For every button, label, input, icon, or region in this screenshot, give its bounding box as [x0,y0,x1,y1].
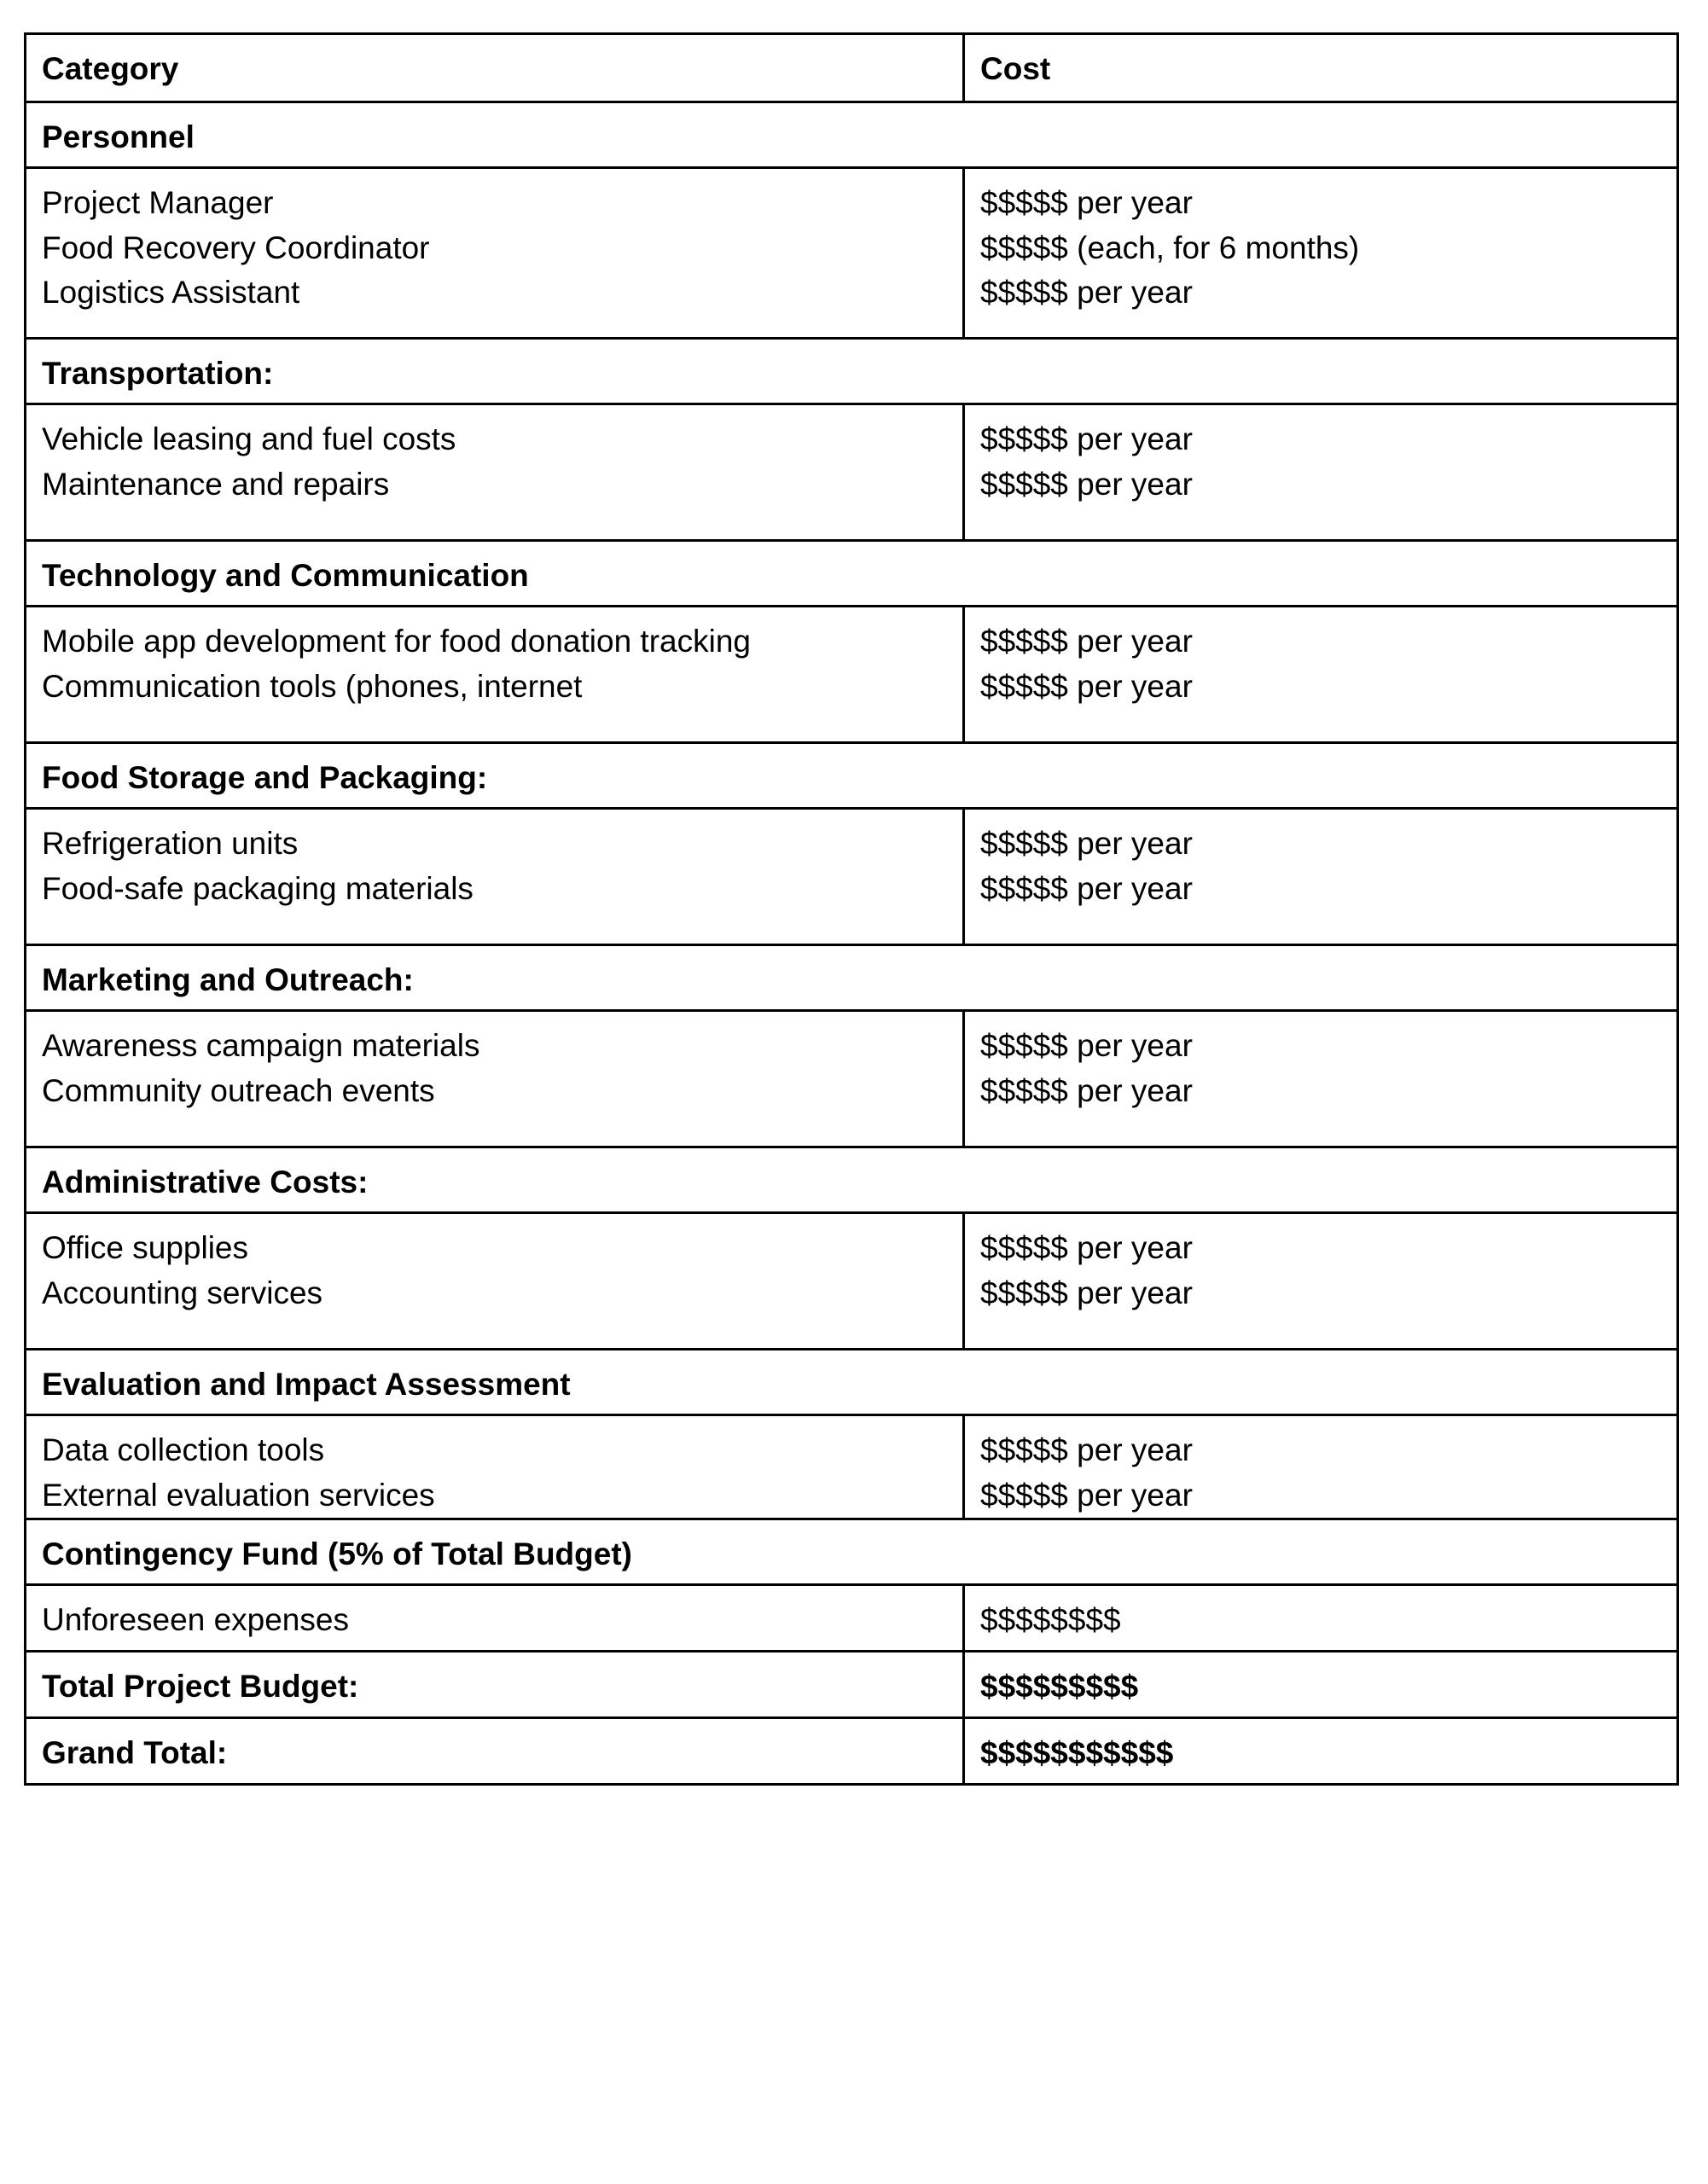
item-name: Mobile app development for food donation tracking [42,624,751,659]
items-row-technology [26,607,1678,743]
item-cost-unforeseen-expenses: $$$$$$$$ [964,1585,1678,1652]
item-cost: $$$$$ per year [980,1230,1193,1265]
section-header-transportation: Transportation: [26,339,1678,404]
item-costs-transportation [964,404,1678,541]
item-names-marketing [26,1011,964,1147]
section-header-evaluation: Evaluation and Impact Assessment [26,1350,1678,1415]
item-names-evaluation [26,1415,964,1519]
item-names-technology [26,607,964,743]
item-name-unforeseen-expenses: Unforeseen expenses [26,1585,964,1652]
section-header-row [26,541,1678,607]
item-cost: $$$$$ (each, for 6 months) [980,229,1360,265]
item-name: Food-safe packaging materials [42,870,473,906]
grand-total-row [26,1718,1678,1785]
item-costs-technology [964,607,1678,743]
section-header-row [26,1147,1678,1213]
item-name: Refrigeration units [42,826,299,861]
items-row-contingency [26,1585,1678,1652]
item-names-administrative [26,1213,964,1350]
item-name: Community outreach events [42,1072,435,1108]
item-costs-marketing [964,1011,1678,1147]
total-project-budget-value: $$$$$$$$$ [964,1652,1678,1718]
item-cost: $$$$$ per year [980,1072,1193,1108]
items-row-food-storage [26,809,1678,945]
table-header-row [26,34,1678,102]
item-name: Maintenance and repairs [42,466,390,502]
section-header-marketing: Marketing and Outreach: [26,945,1678,1011]
section-header-row [26,1519,1678,1585]
grand-total-label: Grand Total: [26,1718,964,1785]
item-costs-personnel [964,168,1678,339]
item-name: Project Manager [42,185,274,220]
item-cost: $$$$$ per year [980,1432,1193,1467]
section-header-technology: Technology and Communication [26,541,1678,607]
column-header-category: Category [26,34,964,102]
item-name: Awareness campaign materials [42,1028,480,1063]
item-costs-evaluation [964,1415,1678,1519]
item-costs-administrative [964,1213,1678,1350]
item-cost: $$$$$ per year [980,466,1193,502]
section-header-row [26,1350,1678,1415]
grand-total-value: $$$$$$$$$$$ [964,1718,1678,1785]
item-name: Logistics Assistant [42,275,300,311]
items-row-personnel [26,168,1678,339]
item-name: Office supplies [42,1230,248,1265]
items-row-administrative [26,1213,1678,1350]
items-row-marketing [26,1011,1678,1147]
total-project-budget-label: Total Project Budget: [26,1652,964,1718]
section-header-row [26,945,1678,1011]
item-names-personnel [26,168,964,339]
item-cost: $$$$$ per year [980,275,1193,311]
item-cost: $$$$$ per year [980,1477,1193,1513]
item-cost: $$$$$ per year [980,1028,1193,1063]
section-header-contingency: Contingency Fund (5% of Total Budget) [26,1519,1678,1585]
item-cost: $$$$$ per year [980,421,1193,456]
item-name: Data collection tools [42,1432,325,1467]
section-header-personnel: Personnel [26,102,1678,168]
item-cost: $$$$$ per year [980,1275,1193,1310]
item-cost: $$$$$ per year [980,870,1193,906]
section-header-row [26,339,1678,404]
item-name: Accounting services [42,1275,323,1310]
item-cost: $$$$$ per year [980,624,1193,659]
section-header-food-storage: Food Storage and Packaging: [26,743,1678,809]
item-name: External evaluation services [42,1477,435,1513]
total-project-budget-row [26,1652,1678,1718]
item-name: Food Recovery Coordinator [42,229,430,265]
item-cost: $$$$$ per year [980,185,1193,220]
section-header-administrative: Administrative Costs: [26,1147,1678,1213]
item-costs-food-storage [964,809,1678,945]
item-names-transportation [26,404,964,541]
item-names-food-storage [26,809,964,945]
items-row-transportation [26,404,1678,541]
budget-table [24,32,1679,1786]
column-header-cost: Cost [964,34,1678,102]
section-header-row [26,743,1678,809]
item-name: Communication tools (phones, internet [42,668,583,704]
item-cost: $$$$$ per year [980,668,1193,704]
items-row-evaluation [26,1415,1678,1519]
section-header-row [26,102,1678,168]
item-name: Vehicle leasing and fuel costs [42,421,456,456]
item-cost: $$$$$ per year [980,826,1193,861]
